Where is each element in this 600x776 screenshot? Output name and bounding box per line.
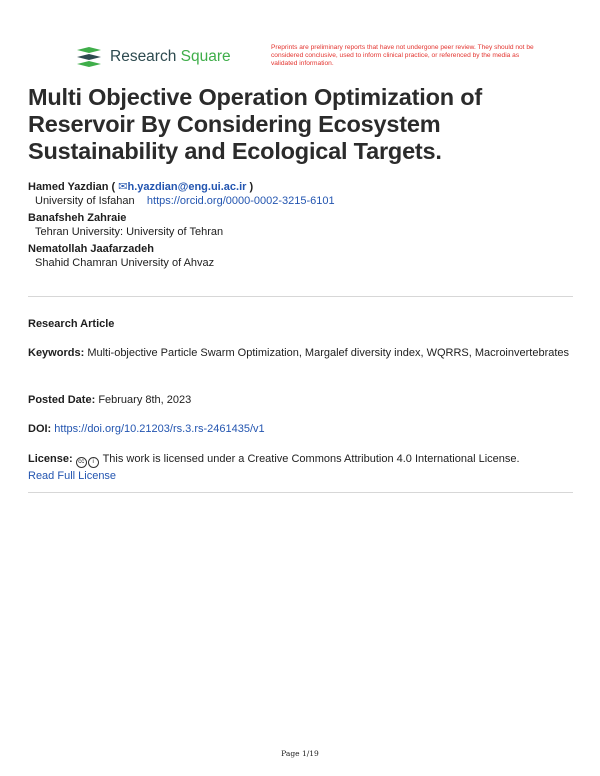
- logo-word-research: Research: [110, 48, 177, 65]
- keywords-value: Multi-objective Particle Swarm Optimization, Margalef diversity index, WQRRS, Macroinvertebrates: [87, 347, 570, 359]
- logo-word-square: Square: [180, 48, 231, 65]
- cc-icon: cc: [76, 457, 87, 468]
- posted-date: [28, 392, 573, 408]
- author-name: Hamed Yazdian ( ✉h.yazdian@eng.ui.ac.ir ): [28, 181, 254, 193]
- license-label: License:: [28, 453, 73, 465]
- divider: [28, 492, 573, 493]
- doi-link[interactable]: https://doi.org/10.21203/rs.3.rs-2461435/v1: [54, 423, 265, 435]
- by-attribution-icon: i: [88, 457, 99, 468]
- doi: [28, 421, 573, 437]
- author-email-link[interactable]: h.yazdian@eng.ui.ac.ir: [127, 181, 247, 193]
- research-square-logo-icon: [75, 46, 103, 68]
- posted-date-value: February 8th, 2023: [98, 394, 192, 406]
- author-2-name: Banafsheh Zahraie: [28, 212, 127, 224]
- author-1-affiliation: University of Isfahan: [35, 195, 135, 207]
- author-1-name: Hamed Yazdian: [28, 181, 109, 193]
- author-3-affiliation: Shahid Chamran University of Ahvaz: [35, 257, 215, 269]
- keywords-label: Keywords:: [28, 347, 85, 359]
- author-affiliation: [28, 194, 573, 209]
- posted-date-label: Posted Date:: [28, 394, 96, 406]
- paper-title: Multi Objective Operation Optimization of Reservoir By Considering Ecosystem Sustainability and Ecological Targets.: [28, 84, 482, 164]
- preprint-notice: Preprints are preliminary reports that have not undergone peer review. They should not be considered conclusive, used to inform clinical practice, or referenced by the media as validated information.: [271, 44, 534, 68]
- read-full-license-link[interactable]: Read Full License: [28, 470, 117, 482]
- article-type: Research Article: [28, 318, 115, 330]
- orcid-link[interactable]: https://orcid.org/0000-0002-3215-6101: [146, 195, 335, 207]
- page-number: Page 1/19: [281, 749, 319, 758]
- logo-text: [110, 48, 231, 66]
- envelope-icon: ✉: [118, 181, 128, 193]
- research-square-logo[interactable]: [75, 46, 231, 68]
- doi-label: DOI:: [28, 423, 52, 435]
- author-2-affiliation: Tehran University: University of Tehran: [35, 226, 224, 238]
- author-3-name: Nematollah Jaafarzadeh: [28, 243, 154, 255]
- keywords: [28, 345, 573, 361]
- author-list: [28, 180, 573, 273]
- license: [28, 451, 573, 484]
- divider: [28, 296, 573, 297]
- license-text: This work is licensed under a Creative Commons Attribution 4.0 International License.: [102, 453, 520, 465]
